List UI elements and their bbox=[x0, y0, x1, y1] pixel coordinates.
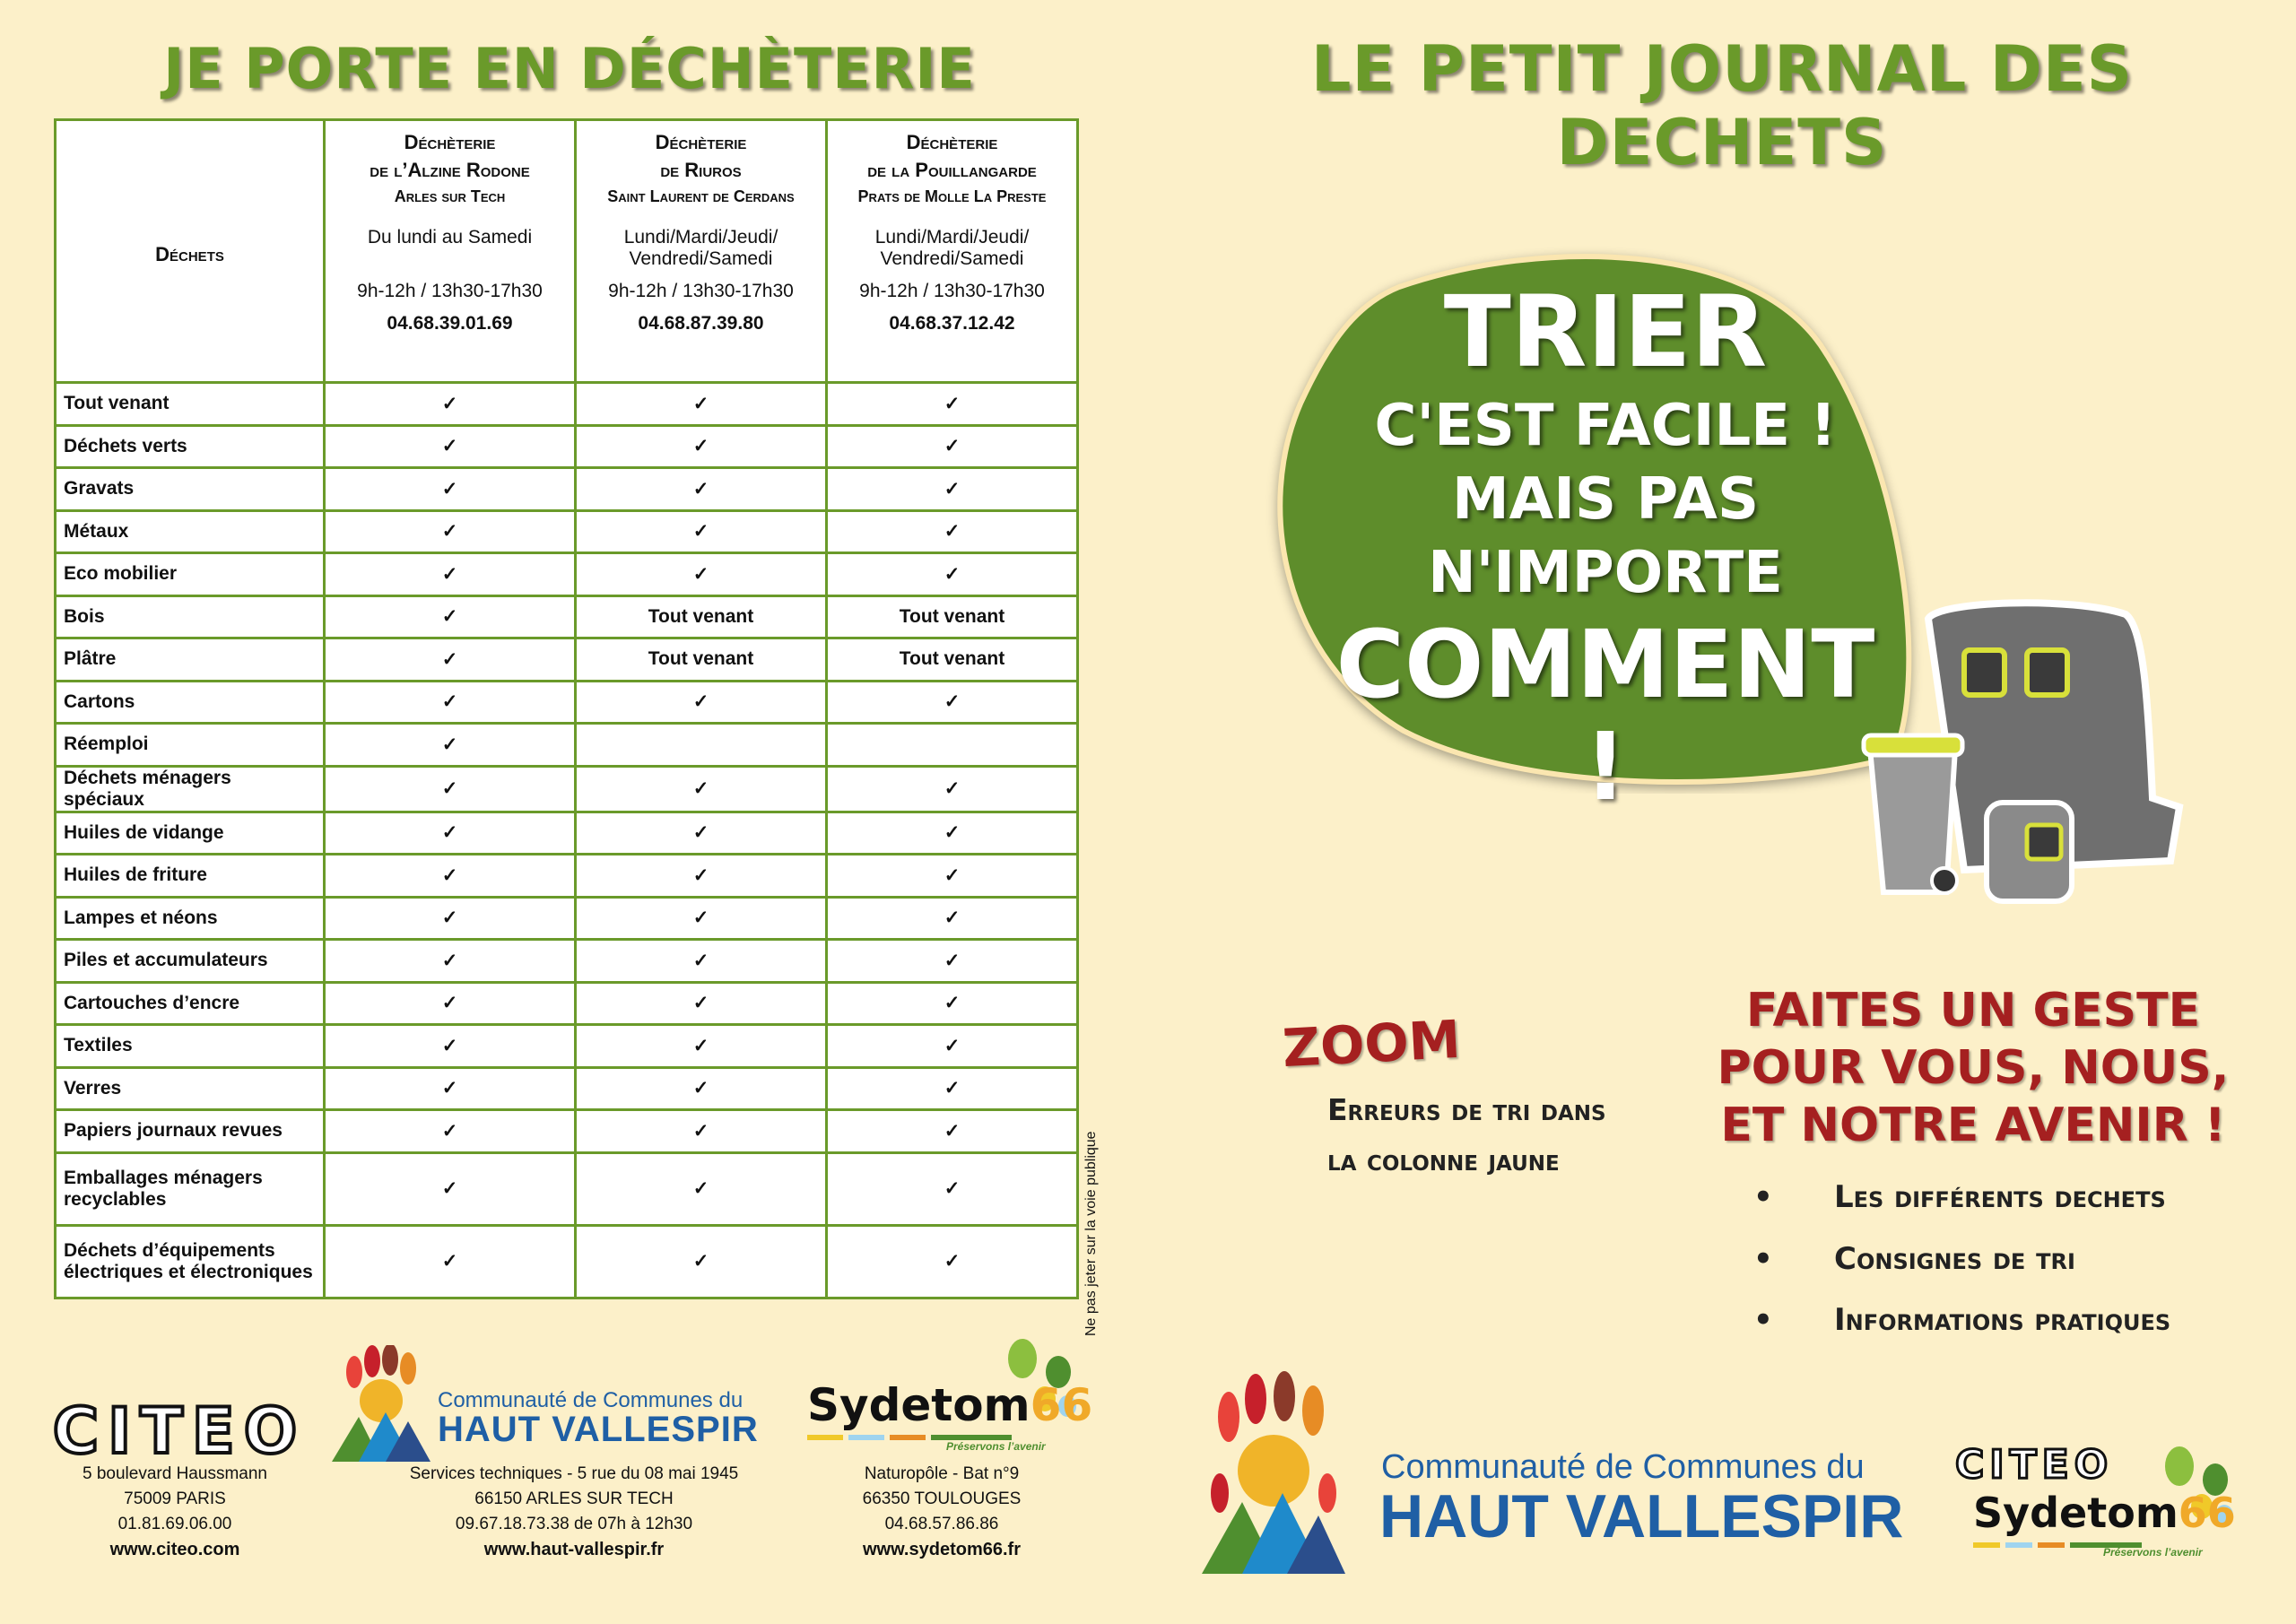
acceptance-cell: ✓ bbox=[827, 1152, 1078, 1225]
acceptance-cell: ✓ bbox=[576, 383, 827, 426]
acceptance-cell: ✓ bbox=[827, 1225, 1078, 1298]
waste-type-label: Piles et accumulateurs bbox=[56, 940, 325, 983]
acceptance-cell: ✓ bbox=[827, 855, 1078, 898]
waste-type-label: Plâtre bbox=[56, 638, 325, 682]
acceptance-cell: ✓ bbox=[325, 383, 576, 426]
sydetom-tagline-small: Préservons l’avenir bbox=[946, 1440, 1046, 1453]
waste-type-label: Emballages ménagers recyclables bbox=[56, 1152, 325, 1225]
citeo-address: 5 boulevard Haussmann 75009 PARIS 01.81.69.06.00 www.citeo.com bbox=[83, 1464, 267, 1559]
slogan-line-4: N'IMPORTE bbox=[1428, 540, 1783, 606]
acceptance-cell: ✓ bbox=[325, 1152, 576, 1225]
waste-type-label: Eco mobilier bbox=[56, 553, 325, 596]
table-row bbox=[56, 553, 1078, 596]
zoom-title: ZOOM bbox=[1281, 1008, 1463, 1080]
acceptance-cell: ✓ bbox=[576, 468, 827, 511]
acceptance-cell: ✓ bbox=[827, 425, 1078, 468]
zoom-subtitle: Erreurs de tri dans la colonne jaune bbox=[1327, 1092, 1606, 1177]
acceptance-cell: Tout venant bbox=[827, 595, 1078, 638]
table-row bbox=[56, 897, 1078, 940]
acceptance-cell: ✓ bbox=[325, 510, 576, 553]
slogan-line-5: COMMENT ! bbox=[1335, 610, 1875, 821]
acceptance-cell: ✓ bbox=[576, 855, 827, 898]
acceptance-cell: ✓ bbox=[325, 553, 576, 596]
acceptance-cell: ✓ bbox=[576, 897, 827, 940]
ccv-large-line2: HAUT VALLESPIR bbox=[1379, 1482, 1904, 1550]
acceptance-cell: ✓ bbox=[827, 468, 1078, 511]
acceptance-cell: ✓ bbox=[827, 510, 1078, 553]
table-row bbox=[56, 1025, 1078, 1068]
ccv-logo-line1: Communauté de Communes du bbox=[438, 1388, 744, 1412]
acceptance-cell: ✓ bbox=[576, 553, 827, 596]
acceptance-cell: ✓ bbox=[827, 940, 1078, 983]
table-row bbox=[56, 595, 1078, 638]
acceptance-cell: ✓ bbox=[325, 1110, 576, 1153]
slogan-line-1: TRIER bbox=[1443, 274, 1768, 389]
acceptance-cell bbox=[576, 724, 827, 767]
table-row bbox=[56, 510, 1078, 553]
header-center-2: Déchèterie de Riuros Saint Laurent de Cerdans Lundi/Mardi/Jeudi/ Vendredi/Samedi 9h-12h / 13h30-17h30 04.68.87.39.80 bbox=[576, 120, 827, 383]
table-row bbox=[56, 812, 1078, 855]
acceptance-cell bbox=[827, 724, 1078, 767]
slogan-line-2: C'EST FACILE ! bbox=[1374, 393, 1837, 459]
header-center-3: Déchèterie de la Pouillangarde Prats de Molle La Preste Lundi/Mardi/Jeudi/ Vendredi/Samedi 9h-12h / 13h30-17h30 04.68.37.12.42 bbox=[827, 120, 1078, 383]
acceptance-cell: ✓ bbox=[325, 681, 576, 724]
table-row bbox=[56, 1067, 1078, 1110]
acceptance-cell: ✓ bbox=[576, 1067, 827, 1110]
acceptance-cell: ✓ bbox=[827, 383, 1078, 426]
table-row bbox=[56, 383, 1078, 426]
waste-type-label: Réemploi bbox=[56, 724, 325, 767]
acceptance-cell: ✓ bbox=[827, 1110, 1078, 1153]
ccv-large-line1: Communauté de Communes du bbox=[1381, 1448, 1865, 1486]
table-row bbox=[56, 855, 1078, 898]
acceptance-cell: ✓ bbox=[827, 681, 1078, 724]
slogan-line-3: MAIS PAS bbox=[1451, 466, 1760, 533]
waste-type-label: Huiles de friture bbox=[56, 855, 325, 898]
acceptance-cell: ✓ bbox=[827, 1025, 1078, 1068]
header-center-1: Déchèterie de l’Alzine Rodone Arles sur Tech Du lundi au Samedi 9h-12h / 13h30-17h30 04.68.39.01.69 bbox=[325, 120, 576, 383]
acceptance-cell: ✓ bbox=[325, 1225, 576, 1298]
table-row bbox=[56, 724, 1078, 767]
sydetom-address: Naturopôle - Bat n°9 66350 TOULOUGES 04.68.57.86.86 www.sydetom66.fr bbox=[862, 1464, 1022, 1559]
acceptance-cell: ✓ bbox=[576, 1225, 827, 1298]
acceptance-cell: ✓ bbox=[325, 766, 576, 812]
acceptance-cell: ✓ bbox=[576, 940, 827, 983]
acceptance-cell: ✓ bbox=[325, 812, 576, 855]
acceptance-cell: ✓ bbox=[576, 1025, 827, 1068]
acceptance-cell: ✓ bbox=[576, 982, 827, 1025]
bins-illustration bbox=[1857, 592, 2215, 924]
waste-type-label: Textiles bbox=[56, 1025, 325, 1068]
table-row bbox=[56, 468, 1078, 511]
acceptance-cell: ✓ bbox=[325, 638, 576, 682]
acceptance-cell: ✓ bbox=[827, 553, 1078, 596]
waste-type-label: Déchets ménagers spéciaux bbox=[56, 766, 325, 812]
citeo-logo: CITEO bbox=[52, 1394, 307, 1468]
sydetom-tagline-large: Préservons l’avenir bbox=[2103, 1546, 2203, 1559]
waste-type-label: Papiers journaux revues bbox=[56, 1110, 325, 1153]
table-row bbox=[56, 1225, 1078, 1298]
table-row bbox=[56, 681, 1078, 724]
acceptance-cell: ✓ bbox=[325, 425, 576, 468]
acceptance-cell: ✓ bbox=[827, 766, 1078, 812]
acceptance-cell: ✓ bbox=[325, 897, 576, 940]
waste-type-label: Lampes et néons bbox=[56, 897, 325, 940]
table-row bbox=[56, 425, 1078, 468]
side-note: Ne pas jeter sur la voie publique bbox=[1083, 1131, 1099, 1336]
waste-type-label: Bois bbox=[56, 595, 325, 638]
right-title: LE PETIT JOURNAL DES DECHETS bbox=[1310, 32, 2134, 179]
waste-type-label: Verres bbox=[56, 1067, 325, 1110]
acceptance-cell: ✓ bbox=[325, 855, 576, 898]
acceptance-cell: ✓ bbox=[576, 812, 827, 855]
table-row bbox=[56, 766, 1078, 812]
ccv-emblem-small bbox=[332, 1345, 430, 1462]
acceptance-cell: ✓ bbox=[576, 766, 827, 812]
acceptance-cell: Tout venant bbox=[827, 638, 1078, 682]
acceptance-cell: ✓ bbox=[827, 1067, 1078, 1110]
waste-type-label: Cartouches d’encre bbox=[56, 982, 325, 1025]
acceptance-cell: ✓ bbox=[576, 681, 827, 724]
sydetom-logo-large: Sydetom66 bbox=[1973, 1489, 2236, 1537]
acceptance-cell: ✓ bbox=[827, 897, 1078, 940]
waste-type-label: Huiles de vidange bbox=[56, 812, 325, 855]
waste-table bbox=[54, 118, 1079, 1299]
waste-type-label: Déchets d’équipements électriques et électroniques bbox=[56, 1225, 325, 1298]
acceptance-cell: ✓ bbox=[325, 724, 576, 767]
acceptance-cell: ✓ bbox=[325, 1067, 576, 1110]
geste-heading: FAITES UN GESTE POUR VOUS, NOUS, ET NOTRE AVENIR ! bbox=[1717, 984, 2230, 1152]
acceptance-cell: ✓ bbox=[576, 1110, 827, 1153]
acceptance-cell: ✓ bbox=[325, 468, 576, 511]
table-row bbox=[56, 1110, 1078, 1153]
acceptance-cell: ✓ bbox=[325, 1025, 576, 1068]
waste-type-label: Déchets verts bbox=[56, 425, 325, 468]
acceptance-cell: Tout venant bbox=[576, 638, 827, 682]
waste-type-label: Métaux bbox=[56, 510, 325, 553]
table-row bbox=[56, 982, 1078, 1025]
citeo-logo-large: CITEO bbox=[1955, 1442, 2114, 1488]
sydetom-logo-small: Sydetom66 bbox=[807, 1379, 1093, 1431]
acceptance-cell: ✓ bbox=[827, 982, 1078, 1025]
acceptance-cell: ✓ bbox=[576, 425, 827, 468]
acceptance-cell: ✓ bbox=[325, 595, 576, 638]
ccv-logo-line2: HAUT VALLESPIR bbox=[438, 1410, 759, 1449]
table-row bbox=[56, 940, 1078, 983]
acceptance-cell: ✓ bbox=[576, 510, 827, 553]
left-title: JE PORTE EN DÉCHÈTERIE bbox=[163, 36, 976, 101]
acceptance-cell: Tout venant bbox=[576, 595, 827, 638]
acceptance-cell: ✓ bbox=[325, 940, 576, 983]
header-dechets: Déchets bbox=[56, 120, 325, 383]
acceptance-cell: ✓ bbox=[325, 982, 576, 1025]
waste-type-label: Tout venant bbox=[56, 383, 325, 426]
waste-type-label: Cartons bbox=[56, 681, 325, 724]
ccv-emblem-large bbox=[1202, 1368, 1345, 1574]
acceptance-cell: ✓ bbox=[576, 1152, 827, 1225]
table-row bbox=[56, 638, 1078, 682]
acceptance-cell: ✓ bbox=[827, 812, 1078, 855]
waste-type-label: Gravats bbox=[56, 468, 325, 511]
table-row bbox=[56, 1152, 1078, 1225]
ccv-address: Services techniques - 5 rue du 08 mai 1945 66150 ARLES SUR TECH 09.67.18.73.38 de 07h à 12h30 www.haut-vallespir.fr bbox=[409, 1464, 739, 1559]
